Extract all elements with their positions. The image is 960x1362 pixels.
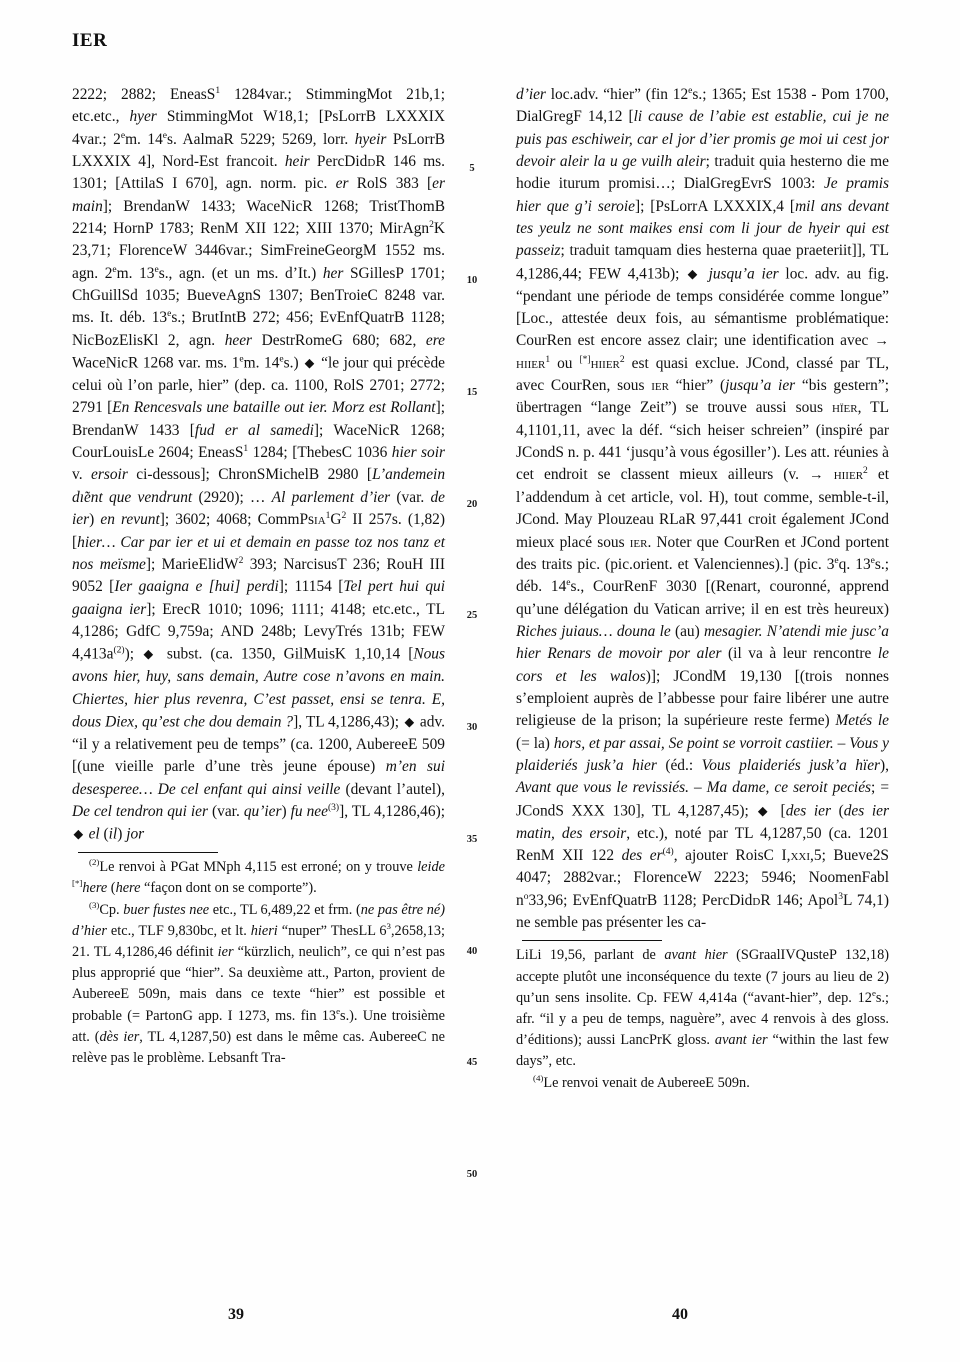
left-column-footnotes: $^{(2)}$Le renvoi à PGat MNph 4,115 est erroné; on y trouve leide [*]here (here “façon dont on se comporte”). $^{(3)}$Cp. buer fustes nee etc., TL 6,489,22 et frm. (ne pas être né) d’hier etc., TLF 9,830bc, et lt. hieri “nuper” ThesLL $6^3,2658,13$; 21. TL 4,1286,46 définit ier “kürzlich, neulich”, ce qui n’est pas plus approprié que “hier”. Sa deuxième att., Parton, provient de AubereeE 509n, mais dans ce texte “hier” est possible et probable (= PartonG app. I 1273, ms. fin 13es.). Une troisième att. (dès ier, TL 4,1287,50) est dans le même cas. AubereeC ne relève pas le problème. Lebsanft Tra-	[72, 857, 445, 1067]
left-column-body: 2222; 2882; EneasS$^1$ 1284var.; StimmingMot 21b,1; etc.etc., hyer StimmingMot W18,1; [PsLorrB LXXXIX 4var.; 2em. 14es. AalmaR 5229; 5269, lorr. hyeir PsLorrB LXXXIX 4], Nord-Est francoit. heir PercDiddR 146 ms. 1301; [AttilaS I 670], agn. norm. pic. er RolS 383 [er main]; BrendanW 1433; WaceNicR 1268; TristThomB 2214; HornP 1783; RenM XII 122; XIII 1370; MirAgn$^2$K 23,71; FlorenceW 3446var.; SimFreineGeorgM 1552 ms. agn. 2em. 13es., agn. (et un ms. d’It.) her SGillesP 1701; ChGuillSd 1035; BueveAgnS 1307; BenTroieC 8248 var. ms. It. déb. 13es.; BrutIntB 272; 456; EvEnfQuatrB 1128; NicBozElisKl 2, agn. heer DestrRomeG 680; 682, ere WaceNicR 1268 var. ms. 1em. 14es.) ◆ “le jour qui précède celui où l’on parle, hier” (dep. ca. 1100, RolS 2701; 2772; 2791 [En Rencesvals une bataille out ier. Morz est Rollant]; BrendanW 1433 [fud er al samedi]; WaceNicR 1268; CourLouisLe 2604; EneasS$^1$ 1284; [ThebesC 1036 hier soir v. ersoir ci-dessous]; ChronSMichelB 2980 [L’andemein dı̃ent que vendrunt (2920); … Al parlement d’ier (var. de ier) en revunt]; 3602; 4068; $CommPsia^1G^2$ II 257s. (1,82) [hier… Car par ier et ui et demain en passe toz nos tanz et nos meïsme]; MarieElidW$^2$ 393; NarcisusT 236; RouH III 9052 [Ier gaaigna e [hui] perdi]; 11154 [Tel pert hui qui gaaigna ier]; ErecR 1010; 1096; 1111; 4148; etc.etc., TL 4,1286; GdfC 9,759a; AND 248b; LevyTrés 131b; FEW $4,413a^{(2)}$); ◆ subst. (ca. 1350, GilMuisK 1,10,14 [Nous avons hier, huy, sans demain, Autre cose n’avons en main. Chiertes, hier plus revenra, C’est passet, ensi se tenra. E, dous Diex, qu’est che dou demain ?], TL 4,1286,43); ◆ adv. “il y a relativement peu de temps” (ca. 1200, AubereeE 509 [(une vieille parle d’une très jeune épouse) m’en sui desesperee… De cel enfant qui ainsi veille (devant l’autel), De cel tendron qui ier (var. qu’ier) fu nee$^{(3)}$], TL 4,1286,46); ◆ el (il) jor	[72, 84, 446, 843]
right-column-footnotes: LiLi 19,56, parlant de avant hier (SGraalIVQusteP 132,18) accepte plutôt une inconséquence du texte (7 jours au lieu de 2) qu’un sens insolite. Cp. FEW 4,414a (“avant-hier”, dep. 12es.; afr. “il y a peu de temps, naguère”, avec 4 renvois à des gloss. d’éditions); aussi LancPrK gloss. avant ier “within the last few days”, etc. $^{(4)}$Le renvoi venait de AubereeE 509n.	[516, 947, 889, 1091]
folio-number-left: 39	[228, 1306, 244, 1323]
footnote-separator-rule	[522, 940, 662, 941]
gutter-line-number: 45	[466, 1057, 478, 1069]
gutter-line-number: 25	[466, 610, 478, 622]
footnote-separator-rule	[78, 852, 218, 853]
running-head: IER	[72, 30, 108, 51]
left-text-column	[72, 84, 445, 1069]
gutter-line-number: 40	[466, 945, 478, 957]
right-text-column	[516, 84, 889, 1094]
gutter-line-number: 15	[466, 386, 478, 398]
gutter-line-number: 50	[466, 1169, 478, 1181]
gutter-line-number: 20	[466, 498, 478, 510]
gutter-line-number: 10	[466, 275, 478, 287]
gutter-line-number: 35	[466, 833, 478, 845]
gutter-line-number: 5	[469, 163, 475, 175]
right-column-body: d’ier loc.adv. “hier” (fin 12es.; 1365; Est 1538 - Pom 1700, DialGregF 14,12 [li cause de l’abie est establie, cui je ne puis pas eschiweir, car el jor d’ier promis ge moi ui cest jor devoir aleir la u ge vuilh aleir; traduit quia hesterno die me hodie iturum promisi…; DialGregEvrS 1003: Je pramis hier que g’i seroie]; [PsLorrA LXXXIX,4 [mil ans devant tes yeulz ne sont maikes ensi com li jour de hyeir qui est passeiz; traduit tamquam dies hesterna quae praeteriit]], TL 4,1286,44; FEW 4,413b); ◆ jusqu’a ier loc. adv. au fig. “pendant une période de temps considérée comme longue” [Loc., attestée deux fois, au sémantisme problématique: CourRen est encore assez clair; une identification avec → hiier$^1$ ou [*]hiier$^2$ est quasi exclue. JCond, classé par TL, avec CourRen, sous ier “hier” (jusqu’a ier “bis gestern”; übertragen “lange Zeit”) se trouve aussi sous hïer, TL 4,1101,11, avec la déf. “sich heiser schreien” (inspiré par JCondS n. p. 441 ‘jusqu’à vous égosiller’). Les att. réunies à cet endroit se classent mieux ailleurs (v. → hiier$^2$ et l’addendum à cet article, vol. H), tout comme, semble-t-il, JCond. May Plouzeau RLaR 97,441 croit également JCond mieux placé sous ier. Noter que CourRen et JCond portent des traits pic. (pic.orient. et Valenciennes).] (pic. 3eq. 13es.; déb. 14es., CourRenF 3030 [(Renart, couronné, apprend qu’une délégation du Vatican arrive; il en est très heureux) Riches juiaus… douna le (au) mesagier. N’atendi mie jusc’a hier Renars de movoir por aler (il va à leur rencontre le cors et les walos)]; JCondM 19,130 [(trois nonnes s’emploient auprès de l’abbesse pour faire libérer une autre religieuse de la prison; la supérieure reste ferme) Metés le (= la) hors, et par assai, Se point se vorroit castiier. – Vous y plaideriés jusk’a hier (éd.: Vous plaideriés jusk’a hïer), Avant que vous le revissiés. – Ma dame, ce seroit peciés; = JCondS XXX 130], TL 4,1287,45); ◆ [des ier (des ier matin, des ersoir, etc.), noté par TL 4,1287,50 (ca. 1201 RenM XII 122 des $er^{(4)}$, ajouter RoisC I,xxi,5; Bueve2S 4047; 2882var.; FlorenceW 2223; 5946; NoomenFabl $n^o33,96$; EvEnfQuatrB 1128; PercDiddR 146; Apol$^3$L 74,1) ne semble pas présenter les ca-	[516, 84, 890, 931]
gutter-line-number: 30	[466, 722, 478, 734]
folio-number-right: 40	[672, 1306, 688, 1323]
